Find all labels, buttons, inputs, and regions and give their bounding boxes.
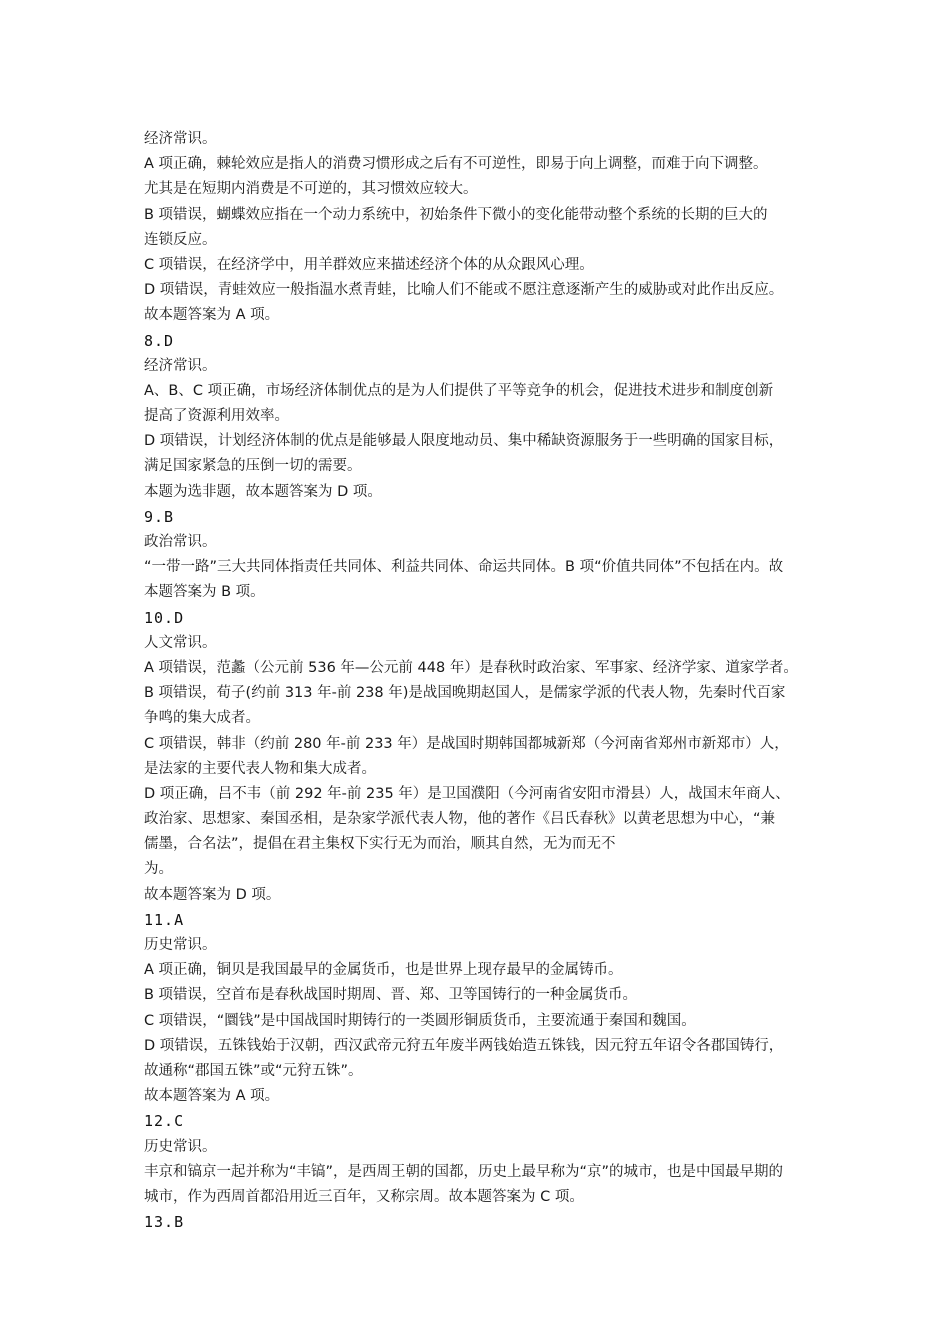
text-line: D 项错误，五铢钱始于汉朝，西汉武帝元狩五年废半两钱始造五铢钱，因元狩五年诏令各郡国铸行， xyxy=(144,1037,784,1054)
text-line: 政治家、思想家、秦国丞相，是杂家学派代表人物，他的著作《吕氏春秋》以黄老思想为中心，“兼 xyxy=(144,811,776,828)
text-line: 丰京和镐京一起并称为“丰镐”，是西周王朝的国都，历史上最早称为“京”的城市，也是中国最早期的 xyxy=(144,1163,784,1180)
text-line: 本题答案为 B 项。 xyxy=(144,584,265,601)
document-page xyxy=(144,127,824,1235)
text-line: 政治常识。 xyxy=(144,534,217,550)
answer-number: 12.C xyxy=(144,1112,185,1131)
text-line: 经济常识。 xyxy=(144,357,217,374)
text-line: C 项错误，在经济学中，用羊群效应来描述经济个体的从众跟风心理。 xyxy=(144,256,594,273)
answer-number: 9.B xyxy=(144,507,175,526)
text-line: 本题为选非题，故本题答案为 D 项。 xyxy=(144,483,382,500)
text-line: 是法家的主要代表人物和集大成者。 xyxy=(144,760,376,777)
text-line: A 项正确，棘轮效应是指人的消费习惯形成之后有不可逆性，即易于向上调整，而难于向下调整。 xyxy=(144,156,768,173)
text-line: 历史常识。 xyxy=(144,1138,217,1155)
text-line: 故本题答案为 A 项。 xyxy=(144,1088,280,1105)
text-line: D 项错误，计划经济体制的优点是能够最人限度地动员、集中稀缺资源服务于一些明确的国家目标， xyxy=(144,433,784,450)
text-line: 故本题答案为 A 项。 xyxy=(144,307,280,324)
text-line: 连锁反应。 xyxy=(144,231,217,248)
text-line: A 项正确，铜贝是我国最早的金属货币，也是世界上现存最早的金属铸币。 xyxy=(144,962,623,979)
text-line: 故通称“郡国五铢”或“元狩五铢”。 xyxy=(144,1062,363,1079)
text-line: 儒墨，合名法”，提倡在君主集权下实行无为而治，顺其自然，无为而无不 xyxy=(144,836,616,853)
text-line: C 项错误，韩非（约前 280 年-前 233 年）是战国时期韩国都城新郑（今河南省郑州市新郑市）人， xyxy=(144,735,789,752)
answer-number: 13.B xyxy=(144,1213,185,1232)
answer-number: 10.D xyxy=(144,608,185,627)
text-line: B 项错误，荀子(约前 313 年-前 238 年)是战国晚期赵国人，是儒家学派的代表人物，先秦时代百家 xyxy=(144,685,786,702)
text-line: B 项错误，蝴蝶效应指在一个动力系统中，初始条件下微小的变化能带动整个系统的长期的巨大的 xyxy=(144,206,768,223)
answer-number: 11.A xyxy=(144,910,185,929)
answer-number: 8.D xyxy=(144,331,175,350)
text-line: 为。 xyxy=(144,861,173,878)
text-line: 城市，作为西周首都沿用近三百年，又称宗周。故本题答案为 C 项。 xyxy=(144,1188,584,1205)
text-line: 历史常识。 xyxy=(144,937,217,953)
text-line: A、B、C 项正确，市场经济体制优点的是为人们提供了平等竞争的机会，促进技术进步和制度创新 xyxy=(144,382,774,399)
text-line: 经济常识。 xyxy=(144,131,217,147)
text-line: D 项正确，吕不韦（前 292 年-前 235 年）是卫国濮阳（今河南省安阳市滑县）人，战国末年商人、 xyxy=(144,785,790,802)
text-line: A 项错误，范蠡（公元前 536 年—公元前 448 年）是春秋时政治家、军事家、经济学家、道家学者。 xyxy=(144,659,798,676)
text-line: D 项错误，青蛙效应一般指温水煮青蛙，比喻人们不能或不愿注意逐渐产生的威胁或对此作出反应。 xyxy=(144,282,784,299)
text-line: 故本题答案为 D 项。 xyxy=(144,886,281,903)
text-line: 尤其是在短期内消费是不可逆的，其习惯效应较大。 xyxy=(144,181,478,198)
text-line: 提高了资源利用效率。 xyxy=(144,408,289,425)
text-line: 人文常识。 xyxy=(144,634,217,651)
text-line: 满足国家紧急的压倒一切的需要。 xyxy=(144,458,362,475)
text-line: C 项错误，“圜钱”是中国战国时期铸行的一类圆形铜质货币，主要流通于秦国和魏国。 xyxy=(144,1012,696,1029)
text-line: “一带一路”三大共同体指责任共同体、利益共同体、命运共同体。B 项“价值共同体”不包括在内。故 xyxy=(144,559,784,576)
text-line: 争鸣的集大成者。 xyxy=(144,710,260,727)
text-line: B 项错误，空首布是春秋战国时期周、晋、郑、卫等国铸行的一种金属货币。 xyxy=(144,987,638,1004)
